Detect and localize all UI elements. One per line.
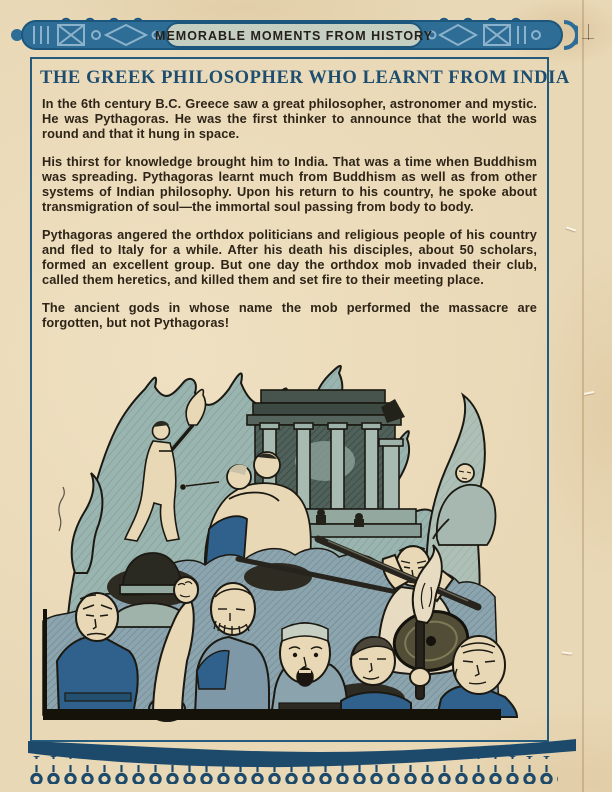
article-box	[30, 57, 570, 742]
header-banner	[8, 13, 578, 61]
massacre-illustration	[33, 359, 544, 737]
paragraph-india: His thirst for knowledge brought him to India. That was a time when Buddhism was spreading. Pythagoras learnt much from Buddhism as well as from other systems of Indian philosophy. Upon his return to his country, he spoke about transmigration of soul—the immortal soul passing from body to body.	[42, 153, 537, 214]
paper-crease	[566, 227, 576, 232]
paragraph-massacre: Pythagoras angered the orthdox politicians and religious people of his country and fled to Italy for a while. After his death his disciples, about 50 scholars, formed an excellent group. But one day the orthdox mob invaded their club, called them heretics, and killed them and set fire to their meeting place.	[42, 226, 537, 287]
page-fold-line	[582, 0, 584, 792]
pen-mark	[582, 38, 594, 39]
page-title: THE GREEK PHILOSOPHER WHO LEARNT FROM INDIA	[40, 68, 570, 88]
bead-row	[30, 756, 558, 784]
paper-crease	[584, 391, 594, 395]
paper-crease	[562, 651, 572, 654]
banner-title: MEMORABLE MOMENTS FROM HISTORY	[155, 29, 433, 43]
paragraph-closing: The ancient gods in whose name the mob performed the massacre are forgotten, but not Pythagoras!	[42, 299, 537, 330]
paragraph-intro: In the 6th century B.C. Greece saw a great philosopher, astronomer and mystic. He was Pythagoras. He was the first thinker to announce that the world was round and that it hung in space.	[42, 97, 537, 141]
artist-signature	[59, 487, 64, 531]
footer-border	[28, 737, 576, 785]
article-text	[42, 97, 537, 359]
